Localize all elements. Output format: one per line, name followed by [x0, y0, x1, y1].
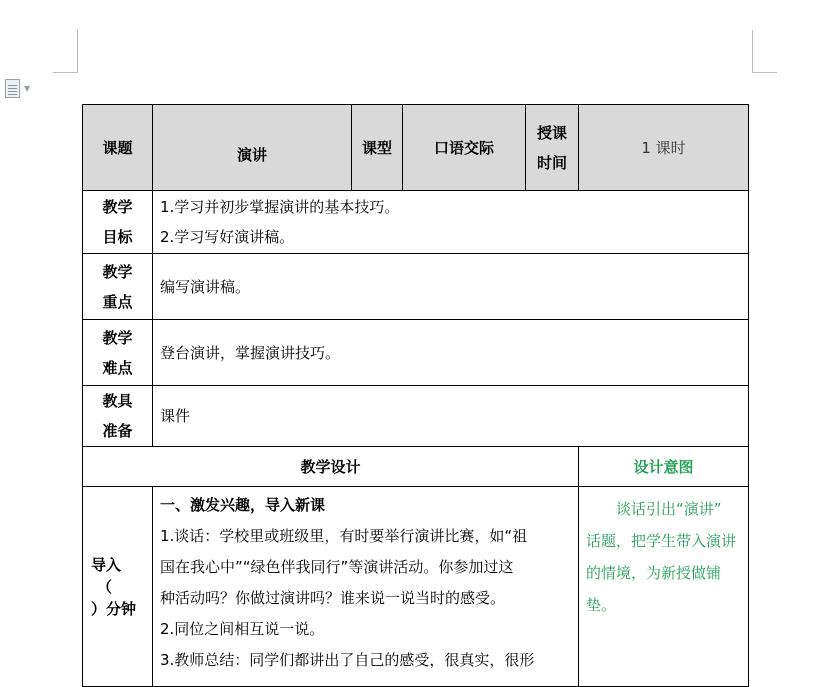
intro-row — [83, 487, 749, 687]
intro-line-5: 3.教师总结：同学们都讲出了自己的感受，很真实，很形 — [160, 651, 535, 669]
intro-label-line2: （ — [97, 577, 113, 596]
goals-text — [153, 191, 749, 254]
type-value: 口语交际 — [403, 105, 526, 191]
difficulties-label — [83, 320, 153, 386]
materials-label — [83, 386, 153, 447]
difficulties-label-line1: 教学 — [102, 328, 133, 347]
materials-label-line1: 教具 — [102, 392, 133, 410]
document-icon[interactable] — [5, 78, 43, 98]
intent-line-1: 谈话引出“演讲” — [616, 500, 722, 518]
intent-line-2: 话题，把学生带入演讲 — [586, 532, 737, 550]
goals-label-line2: 目标 — [102, 228, 133, 246]
crop-mark-right — [752, 30, 777, 73]
page-icon — [5, 79, 20, 98]
intro-line-2: 国在我心中”“绿色伴我同行”等演讲活动。你参加过这 — [160, 558, 514, 576]
goal-line-1: 1.学习并初步掌握演讲的基本技巧。 — [160, 198, 400, 216]
materials-row — [83, 386, 749, 447]
design-header: 教学设计 — [83, 447, 579, 487]
goals-label — [83, 191, 153, 254]
difficulties-text: 登台演讲，掌握演讲技巧。 — [153, 320, 749, 386]
time-label-line2: 时间 — [536, 153, 567, 172]
key-points-row — [83, 254, 749, 320]
subject-value: 演讲 — [153, 105, 352, 191]
intent-line-3: 的情境，为新授做铺 — [586, 564, 722, 582]
intro-label-line3: ）分钟 — [91, 599, 137, 618]
intent-line-4: 垫。 — [586, 596, 617, 614]
lesson-plan-table — [82, 104, 749, 687]
chevron-down-icon: ▼ — [24, 83, 31, 93]
intent-header: 设计意图 — [579, 447, 749, 487]
subject-label: 课题 — [83, 105, 153, 191]
intro-line-3: 种活动吗？你做过演讲吗？谁来说一说当时的感受。 — [160, 589, 506, 607]
goal-line-2: 2.学习写好演讲稿。 — [160, 228, 295, 246]
design-header-row — [83, 447, 749, 487]
header-row — [83, 105, 749, 191]
intro-line-4: 2.同位之间相互说一说。 — [160, 620, 325, 638]
type-label: 课型 — [352, 105, 403, 191]
goals-row — [83, 191, 749, 254]
intro-content — [153, 487, 579, 687]
intro-label-line1: 导入 — [91, 555, 122, 574]
time-value: 1 课时 — [579, 105, 749, 191]
time-label-line1: 授课 — [536, 123, 567, 142]
key-points-label-line1: 教学 — [102, 262, 133, 281]
difficulties-label-line2: 难点 — [102, 358, 133, 377]
key-points-label — [83, 254, 153, 320]
intro-label — [83, 487, 153, 687]
materials-label-line2: 准备 — [102, 422, 133, 440]
time-label — [526, 105, 579, 191]
section-title: 一、激发兴趣，导入新课 — [160, 496, 326, 514]
key-points-label-line2: 重点 — [102, 292, 133, 311]
crop-mark-left — [53, 30, 78, 73]
difficulties-row — [83, 320, 749, 386]
goals-label-line1: 教学 — [102, 198, 133, 216]
materials-text: 课件 — [153, 386, 749, 447]
intro-line-1: 1.谈话：学校里或班级里，有时要举行演讲比赛，如“祖 — [160, 527, 528, 545]
intro-intent — [579, 487, 749, 687]
key-points-text: 编写演讲稿。 — [153, 254, 749, 320]
